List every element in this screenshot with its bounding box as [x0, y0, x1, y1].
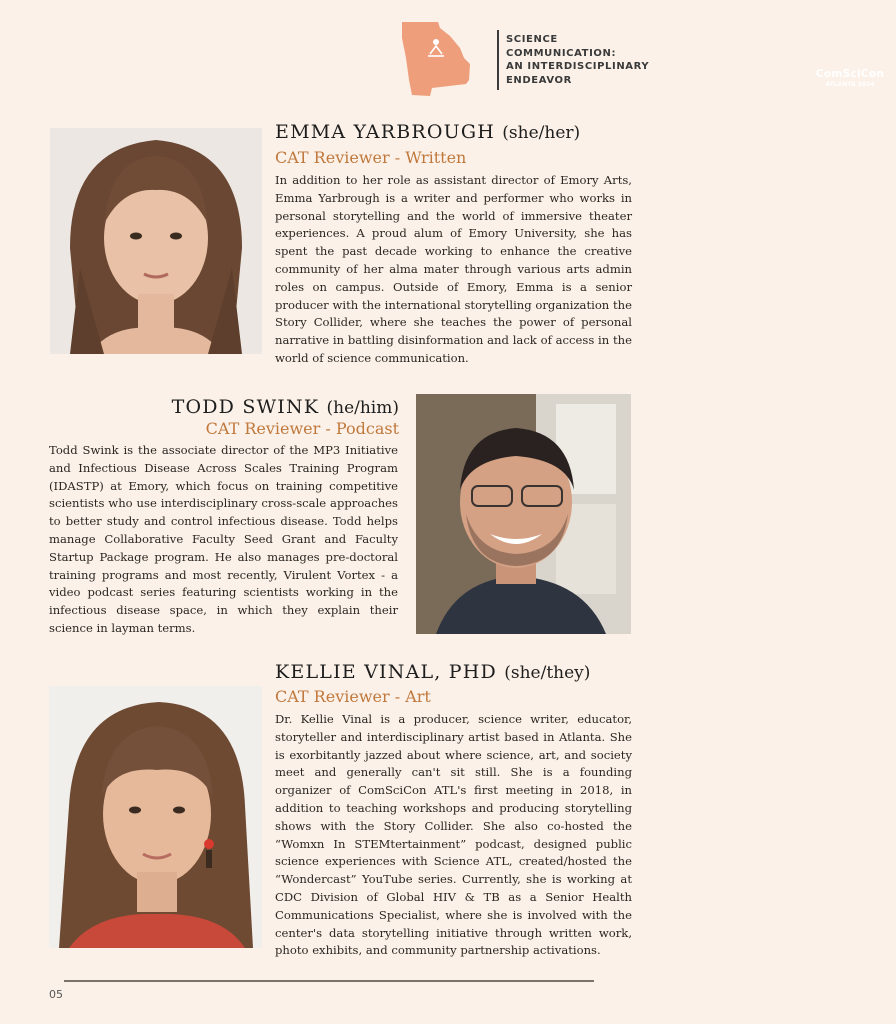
emma-yarbrough-photo — [50, 128, 262, 354]
tagline-line: COMMUNICATION: — [506, 47, 617, 59]
tagline-line: ENDEAVOR — [506, 74, 572, 86]
pronouns: (he/him) — [326, 398, 399, 418]
person-bio: Dr. Kellie Vinal is a producer, science writer, educator, storyteller and interdisciplinary artist based in Atlanta. She is exorbitantly jazzed about where science, art, and society meet and generally can't sit still. She is a founding organizer of ComSciCon ATL's first meeting in 2018, in addition to teaching workshops and producing storytelling shows with the Story Collider. She also co-hosted the “Womxn In STEMtertainment” podcast, designed public science experiences with Science ATL, created/hosted the “Wondercast” YouTube series. Currently, she is working at CDC Division of Global HIV & TB as a Senior Health Communications Specialist, where she is involved with the center's data storytelling initiative through written work, photo exhibits, and community partnership activations. — [275, 712, 632, 958]
georgia-map-icon — [400, 18, 500, 98]
header-divider — [497, 30, 499, 90]
person-bio: In addition to her role as assistant director of Emory Arts, Emma Yarbrough is a writer and performer who works in personal storytelling and the world of immersive theater experiences. A proud alum of Emory University, she has spent the past decade working to enhance the creative community of her alma mater through various arts admin roles on campus. Outside of Emory, Emma is a senior producer with the international storytelling organization the Story Collider, where she teaches the power of personal narrative in battling disinformation and lack of access in the world of science communication. — [275, 173, 632, 365]
person-name — [172, 396, 399, 418]
tagline-line: AN INTERDISCIPLINARY — [506, 61, 650, 72]
reviewer-role: CAT Reviewer - Art — [275, 687, 431, 706]
kellie-vinal-photo — [49, 686, 262, 948]
todd-swink-photo — [416, 394, 631, 634]
name-text: KELLIE VINAL, PHD — [275, 661, 497, 683]
pronouns: (she/they) — [504, 663, 591, 683]
reviewer-role: CAT Reviewer - Written — [275, 148, 467, 167]
footer-rule — [64, 980, 594, 982]
logo-name: ComSciCon — [815, 68, 885, 80]
name-text: EMMA YARBROUGH — [275, 121, 496, 143]
logo-text — [804, 68, 896, 88]
person-name — [275, 121, 580, 143]
name-text: TODD SWINK — [171, 396, 320, 418]
page-number: 05 — [49, 988, 63, 1001]
person-name — [275, 661, 590, 683]
header-tagline — [506, 33, 656, 87]
reviewer-role: CAT Reviewer - Podcast — [205, 419, 399, 438]
tagline-line: SCIENCE — [506, 34, 558, 45]
person-bio: Todd Swink is the associate director of the MP3 Initiative and Infectious Disease Across Scales Training Program (IDASTP) at Emory, which focus on training competitive scientists who use interdisciplinary cross-scale approaches to better study and control infectious disease. Todd helps manage Collaborative Faculty Seed Grant and Faculty Startup Package program. He also manages pre-doctoral training programs and most recently, Virulent Vortex - a video podcast series featuring scientists working in the infectious disease space, in which they explain their science in layman terms. — [49, 443, 398, 635]
pronouns: (she/her) — [502, 123, 581, 143]
logo-sub: ATLANTA 2024 — [825, 81, 875, 88]
